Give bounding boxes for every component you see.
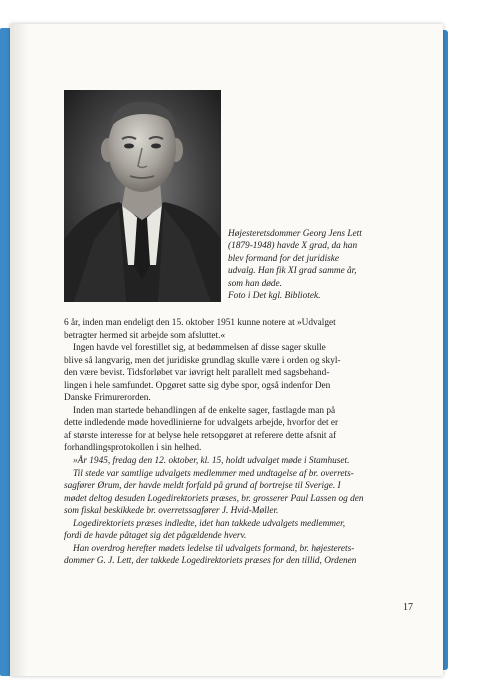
portrait-photo — [64, 90, 221, 302]
page-number: 17 — [403, 602, 413, 613]
quote-line: Han overdrog herefter mødets ledelse til udvalgets formand, br. højesterets- — [73, 543, 355, 554]
quote-line: mødet deltog desuden Logedirektoriets præses, br. grosserer Paul Lassen og den — [64, 493, 364, 504]
photo-caption — [228, 228, 418, 302]
body-line: blive så langvarig, men det juridiske grundlag skulle være i orden og skyl- — [64, 355, 341, 366]
body-line: Inden man startede behandlingen af de enkelte sager, fastlagde man på — [73, 405, 336, 416]
caption-line: blev formand for det juridiske — [228, 253, 340, 264]
body-text — [64, 317, 419, 568]
body-line: forhandlingsprotokollen i sin helhed. — [64, 443, 202, 454]
body-line: Danske Frimurerorden. — [64, 393, 151, 404]
quote-line: sagfører Ørum, der havde meldt forfald på grund af bortrejse til Sverige. I — [64, 481, 341, 492]
body-line: 6 år, inden man endeligt den 15. oktober 1951 kunne notere at »Udvalget — [64, 318, 336, 328]
body-line: betragter hermed sit arbejde som afsluttet.« — [64, 330, 226, 341]
quote-line: dommer G. J. Lett, der takkede Logedirektoriets præses for den tillid, Ordenen — [64, 556, 357, 567]
quote-line: fordi de havde påtaget sig det pågældende hverv. — [64, 531, 247, 542]
caption-line: Foto i Det kgl. Bibliotek. — [228, 291, 321, 302]
quote-line: som fiskal beskikkede br. overretssagfører J. Hvid-Møller. — [64, 506, 279, 517]
body-line: dette indledende møde hovedlinierne for udvalgets arbejde, hvorfor det er — [64, 418, 339, 429]
caption-line: (1879-1948) havde X grad, da han — [228, 241, 358, 252]
body-line: lingen i hele samfundet. Opgøret satte sig dybe spor, også indenfor Den — [64, 380, 331, 391]
caption-line: Højesteretsdommer Georg Jens Lett — [228, 229, 362, 239]
body-line: Ingen havde vel forestillet sig, at bedømmelsen af disse sager skulle — [73, 343, 326, 354]
caption-line: som han døde. — [228, 278, 282, 289]
body-line: den være bevist. Tidsforløbet var iøvrigt helt parallelt med sagsbehand- — [64, 368, 330, 379]
page-gutter-shadow — [10, 24, 28, 676]
quote-line: »År 1945, fredag den 12. oktober, kl. 15, holdt udvalget møde i Stamhuset. — [73, 456, 350, 467]
body-line: af største interesse for at belyse hele retsopgøret at referere dette afsnit af — [64, 430, 337, 441]
quote-line: Logedirektoriets præses indledte, idet han takkede udvalgets medlemmer, — [73, 518, 346, 529]
portrait-illustration — [64, 90, 221, 302]
caption-line: udvalg. Han fik XI grad samme år, — [228, 266, 357, 277]
quote-line: Til stede var samtlige udvalgets medlemmer med undtagelse af br. overrets- — [73, 468, 354, 479]
